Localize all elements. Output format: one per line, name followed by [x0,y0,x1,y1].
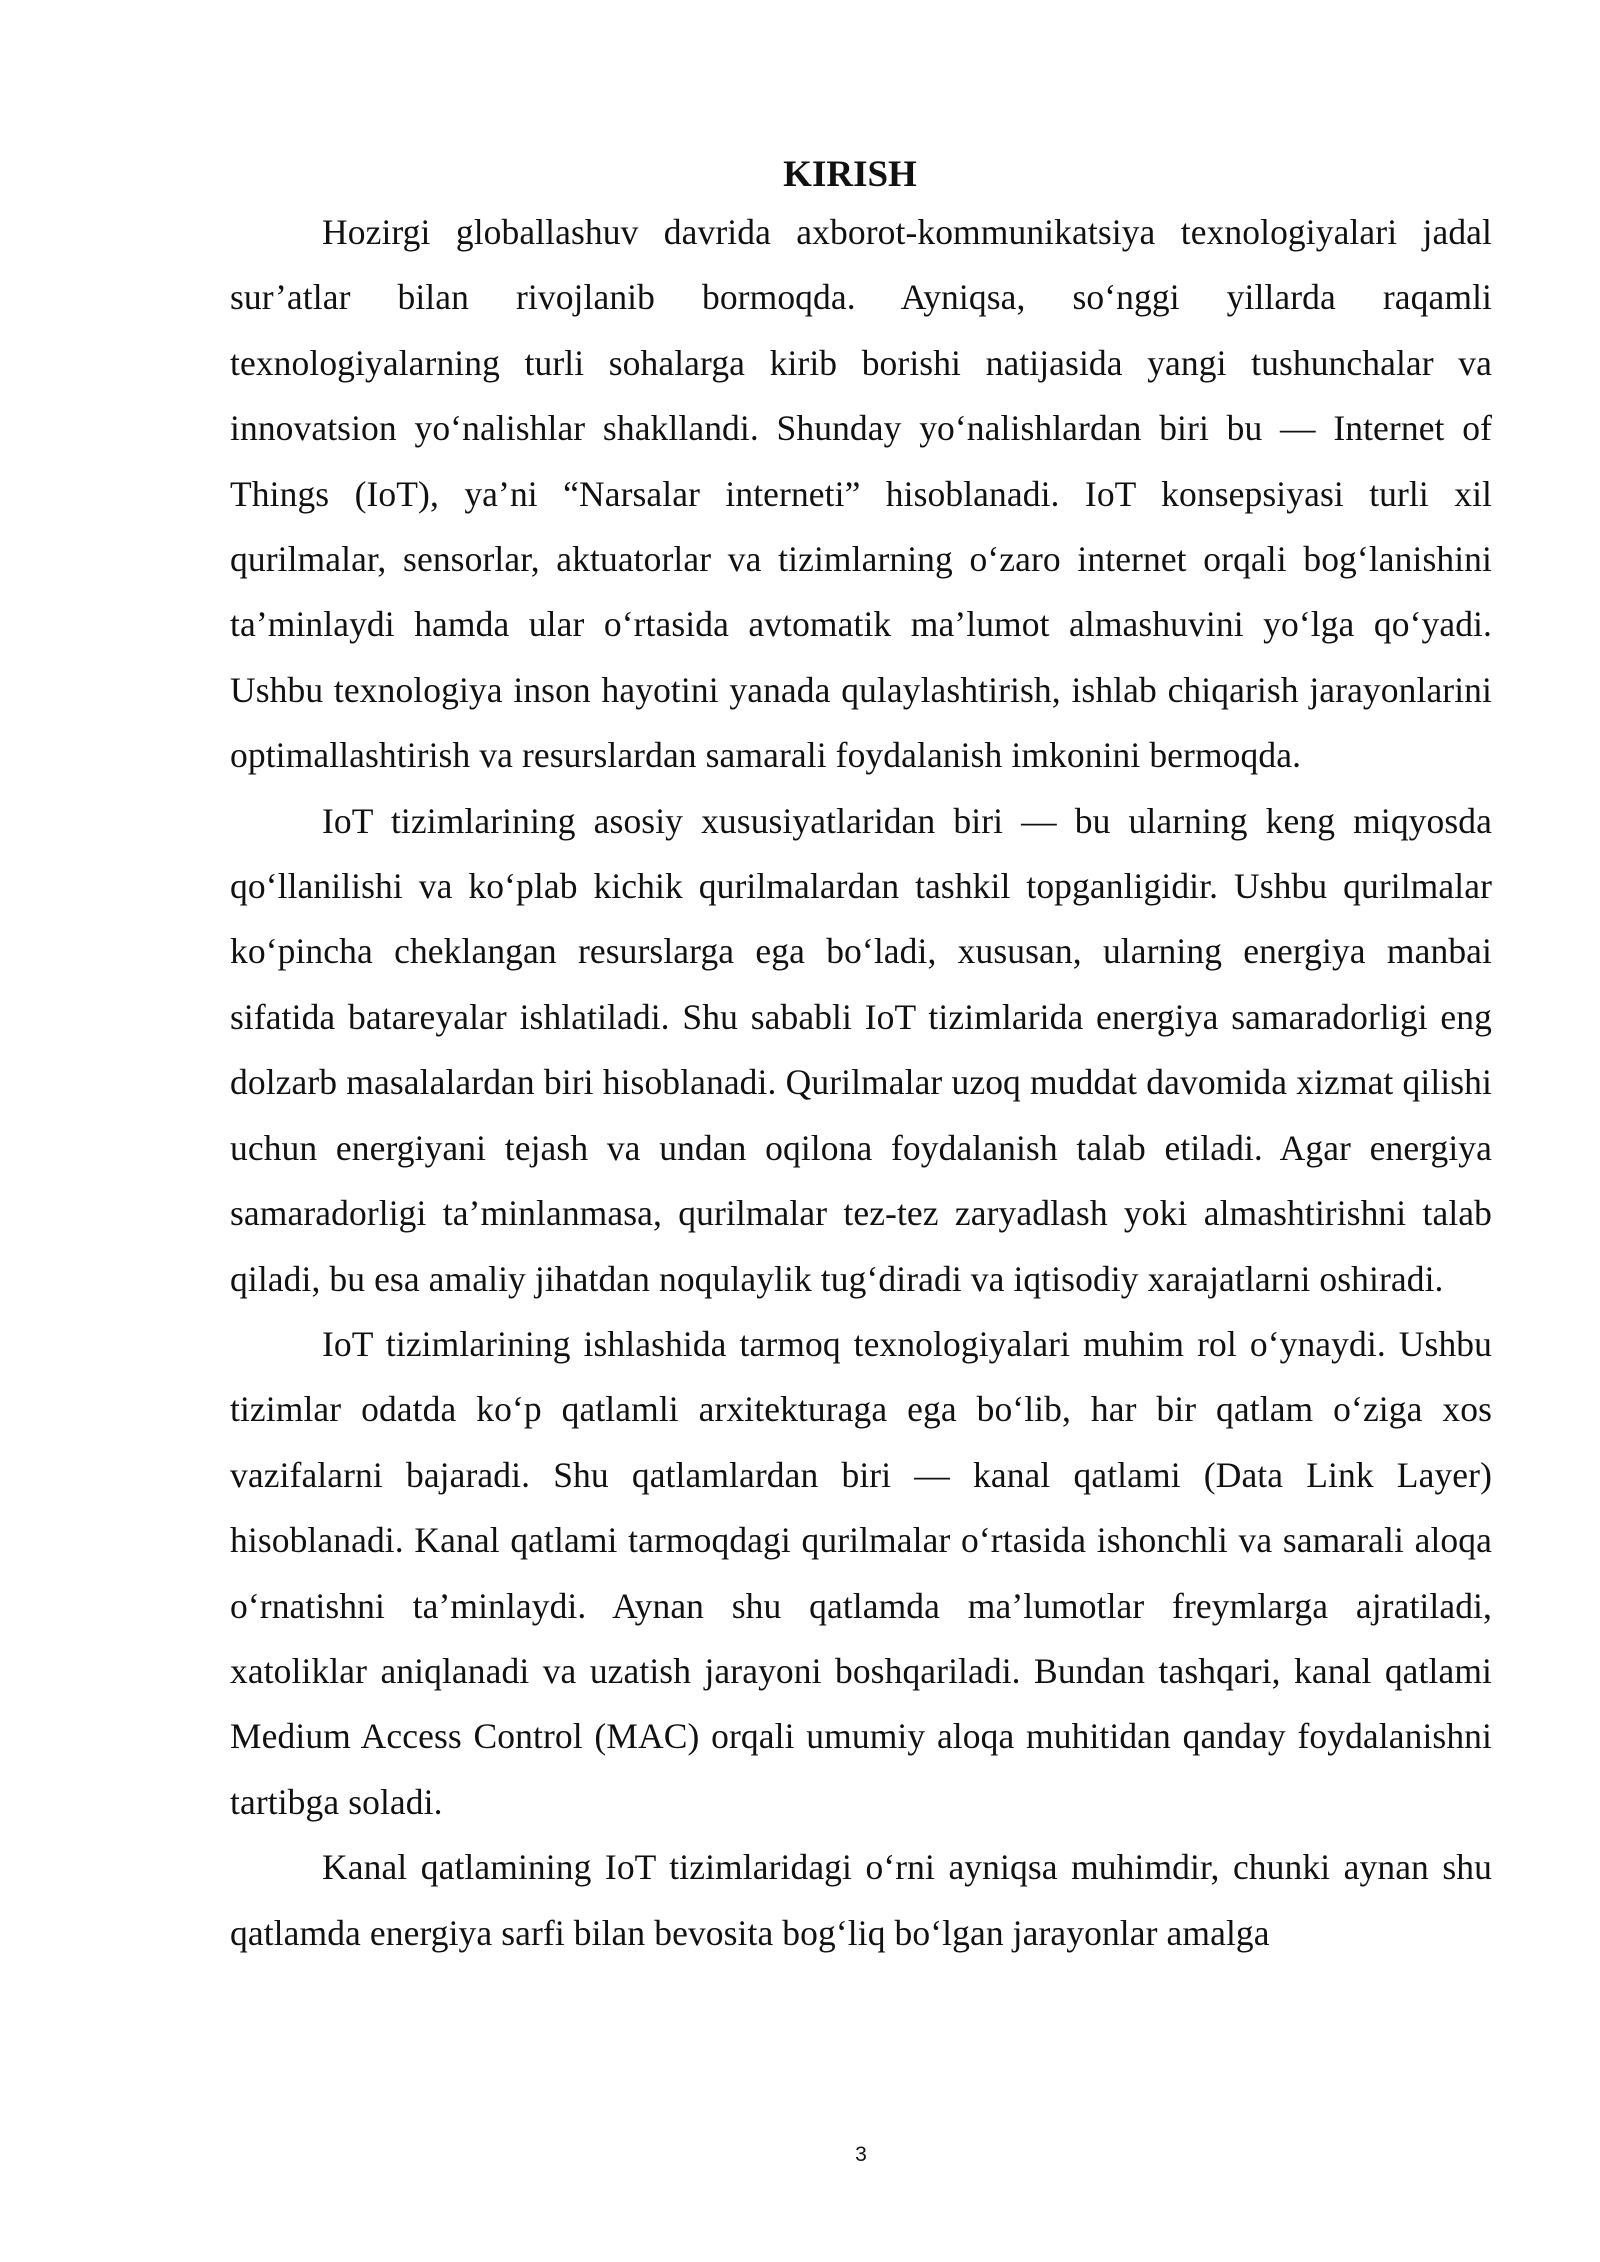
page-number: 3 [855,2143,867,2166]
paragraph-3: IoT tizimlarining ishlashida tarmoq texnologiyalari muhim rol o‘ynaydi. Ushbu tizimlar odatda ko‘p qatlamli arxitekturaga ega bo‘lib, har bir qatlam o‘ziga xos vazifalarni bajaradi. Shu qatlamlardan biri — kanal qatlami (Data Link Layer) hisoblanadi. Kanal qatlami tarmoqdagi qurilmalar o‘rtasida ishonchli va samarali aloqa o‘rnatishni ta’minlaydi. Aynan shu qatlamda ma’lumotlar freymlarga ajratiladi, xatoliklar aniqlanadi va uzatish jarayoni boshqariladi. Bundan tashqari, kanal qatlami Medium Access Control (MAC) orqali umumiy aloqa muhitidan qanday foydalanishni tartibga soladi. [230,1323,1492,1822]
body-text [230,200,1492,1966]
paragraph-1: Hozirgi globallashuv davrida axborot-kommunikatsiya texnologiyalari jadal sur’atlar bilan rivojlanib bormoqda. Ayniqsa, so‘nggi yillarda raqamli texnologiyalarning turli sohalarga kirib borishi natijasida yangi tushunchalar va innovatsion yo‘nalishlar shakllandi. Shunday yo‘nalishlardan biri bu — Internet of Things (IoT), ya’ni “Narsalar interneti” hisoblanadi. IoT konsepsiyasi turli xil qurilmalar, sensorlar, aktuatorlar va tizimlarning o‘zaro internet orqali bog‘lanishini ta’minlaydi hamda ular o‘rtasida avtomatik ma’lumot almashuvini yo‘lga qo‘yadi. Ushbu texnologiya inson hayotini yanada qulaylashtirish, ishlab chiqarish jarayonlarini optimallashtirish va resurslardan samarali foydalanish imkonini bermoqda. [230,212,1492,776]
paragraph-4: Kanal qatlamining IoT tizimlaridagi o‘rni ayniqsa muhimdir, chunki aynan shu qatlamda energiya sarfi bilan bevosita bog‘liq bo‘lgan jarayonlar amalga [230,1847,1492,1953]
paragraph-2: IoT tizimlarining asosiy xususiyatlaridan biri — bu ularning keng miqyosda qo‘llanilishi va ko‘plab kichik qurilmalardan tashkil topganligidir. Ushbu qurilmalar ko‘pincha cheklangan resurslarga ega bo‘ladi, xususan, ularning energiya manbai sifatida batareyalar ishlatiladi. Shu sababli IoT tizimlarida energiya samaradorligi eng dolzarb masalalardan biri hisoblanadi. Qurilmalar uzoq muddat davomida xizmat qilishi uchun energiyani tejash va undan oqilona foydalanish talab etiladi. Agar energiya samaradorligi ta’minlanmasa, qurilmalar tez-tez zaryadlash yoki almashtirishni talab qiladi, bu esa amaliy jihatdan noqulaylik tug‘diradi va iqtisodiy xarajatlarni oshiradi. [230,800,1492,1299]
section-heading: KIRISH [783,154,917,195]
